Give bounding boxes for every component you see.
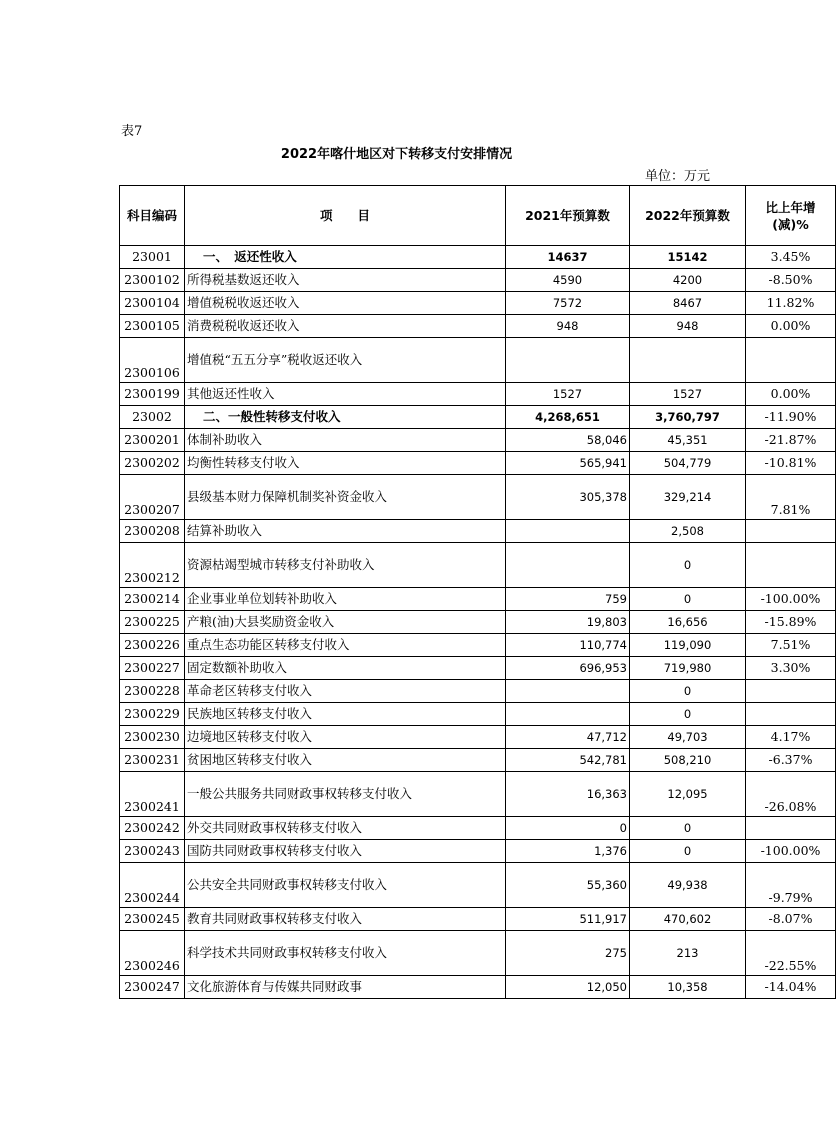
cell-2021 [506,680,630,703]
cell-change [746,338,836,383]
table-row [120,406,836,429]
cell-change: -14.04% [746,976,836,999]
table-row [120,863,836,908]
header-change: 比上年增(减)% [746,186,836,246]
cell-item: 增值税“五五分享”税收返还收入 [185,338,506,383]
cell-item: 民族地区转移支付收入 [185,703,506,726]
cell-item: 贫困地区转移支付收入 [185,749,506,772]
cell-2022: 508,210 [630,749,746,772]
cell-code: 2300106 [120,338,185,383]
table-row [120,292,836,315]
cell-code: 2300231 [120,749,185,772]
table-row [120,726,836,749]
cell-2022: 4200 [630,269,746,292]
cell-2022: 16,656 [630,611,746,634]
table-body [120,246,836,999]
budget-table [119,185,836,999]
cell-change: 4.17% [746,726,836,749]
cell-2022: 49,938 [630,863,746,908]
cell-change: -8.50% [746,269,836,292]
cell-2021: 305,378 [506,475,630,520]
cell-2022: 3,760,797 [630,406,746,429]
cell-item: 国防共同财政事权转移支付收入 [185,840,506,863]
cell-code: 2300199 [120,383,185,406]
cell-change [746,703,836,726]
cell-2021: 14637 [506,246,630,269]
table-row [120,383,836,406]
table-row [120,657,836,680]
cell-code: 2300227 [120,657,185,680]
cell-change [746,817,836,840]
cell-item: 资源枯竭型城市转移支付补助收入 [185,543,506,588]
table-header-row [120,186,836,246]
cell-code: 2300207 [120,475,185,520]
cell-item: 县级基本财力保障机制奖补资金收入 [185,475,506,520]
header-item: 项 目 [185,186,506,246]
cell-change: -6.37% [746,749,836,772]
cell-2021: 110,774 [506,634,630,657]
cell-2022: 45,351 [630,429,746,452]
cell-2021: 275 [506,931,630,976]
cell-item: 增值税税收返还收入 [185,292,506,315]
cell-2021: 58,046 [506,429,630,452]
cell-change [746,520,836,543]
cell-change: 3.30% [746,657,836,680]
cell-2021: 511,917 [506,908,630,931]
cell-code: 2300230 [120,726,185,749]
cell-2022: 0 [630,588,746,611]
cell-code: 2300225 [120,611,185,634]
cell-change: -10.81% [746,452,836,475]
header-2021: 2021年预算数 [506,186,630,246]
cell-code: 2300241 [120,772,185,817]
cell-2022: 49,703 [630,726,746,749]
cell-2021: 55,360 [506,863,630,908]
cell-code: 2300243 [120,840,185,863]
cell-2021: 542,781 [506,749,630,772]
table-row [120,931,836,976]
cell-item: 二、一般性转移支付收入 [185,406,506,429]
cell-change: -8.07% [746,908,836,931]
cell-2022: 470,602 [630,908,746,931]
cell-2022: 8467 [630,292,746,315]
table-row [120,908,836,931]
cell-change: 7.81% [746,475,836,520]
cell-2022: 948 [630,315,746,338]
cell-change: 11.82% [746,292,836,315]
cell-item: 革命老区转移支付收入 [185,680,506,703]
cell-2021 [506,543,630,588]
cell-change: 3.45% [746,246,836,269]
cell-2021: 1527 [506,383,630,406]
cell-item: 一、 返还性收入 [185,246,506,269]
table-row [120,520,836,543]
table-row [120,840,836,863]
cell-change: -100.00% [746,840,836,863]
cell-2021: 16,363 [506,772,630,817]
cell-change [746,543,836,588]
cell-code: 2300245 [120,908,185,931]
cell-2022: 0 [630,817,746,840]
table-row [120,315,836,338]
cell-2022: 12,095 [630,772,746,817]
cell-2022: 0 [630,680,746,703]
cell-2022: 0 [630,840,746,863]
table-row [120,772,836,817]
cell-code: 2300228 [120,680,185,703]
unit-label: 单位：万元 [644,169,710,184]
cell-code: 2300226 [120,634,185,657]
cell-change: -9.79% [746,863,836,908]
cell-code: 2300247 [120,976,185,999]
cell-code: 23002 [120,406,185,429]
cell-item: 产粮(油)大县奖励资金收入 [185,611,506,634]
table-label: 表7 [121,124,143,139]
cell-item: 科学技术共同财政事权转移支付收入 [185,931,506,976]
table-row [120,338,836,383]
cell-item: 所得税基数返还收入 [185,269,506,292]
cell-item: 消费税税收返还收入 [185,315,506,338]
table-row [120,452,836,475]
cell-2022 [630,338,746,383]
cell-2021: 696,953 [506,657,630,680]
cell-change: -22.55% [746,931,836,976]
cell-2022: 10,358 [630,976,746,999]
cell-item: 均衡性转移支付收入 [185,452,506,475]
cell-2021: 4,268,651 [506,406,630,429]
header-code: 科目编码 [120,186,185,246]
cell-2022: 0 [630,703,746,726]
cell-change: -11.90% [746,406,836,429]
table-row [120,588,836,611]
page-title: 2022年喀什地区对下转移支付安排情况 [280,147,513,162]
table-row [120,680,836,703]
cell-code: 23001 [120,246,185,269]
cell-change: -15.89% [746,611,836,634]
cell-code: 2300229 [120,703,185,726]
cell-item: 教育共同财政事权转移支付收入 [185,908,506,931]
cell-code: 2300104 [120,292,185,315]
cell-code: 2300202 [120,452,185,475]
cell-2022: 0 [630,543,746,588]
cell-2021: 565,941 [506,452,630,475]
table-row [120,543,836,588]
cell-2021 [506,338,630,383]
cell-code: 2300242 [120,817,185,840]
table-row [120,976,836,999]
cell-code: 2300246 [120,931,185,976]
cell-item: 体制补助收入 [185,429,506,452]
table-row [120,475,836,520]
cell-2021: 7572 [506,292,630,315]
cell-item: 外交共同财政事权转移支付收入 [185,817,506,840]
cell-code: 2300102 [120,269,185,292]
cell-code: 2300208 [120,520,185,543]
cell-change: -26.08% [746,772,836,817]
header-2022: 2022年预算数 [630,186,746,246]
cell-2021: 19,803 [506,611,630,634]
table-row [120,246,836,269]
cell-2021: 12,050 [506,976,630,999]
cell-2022: 119,090 [630,634,746,657]
cell-2021: 4590 [506,269,630,292]
cell-2022: 213 [630,931,746,976]
table-row [120,429,836,452]
cell-change [746,680,836,703]
cell-2021: 948 [506,315,630,338]
cell-code: 2300214 [120,588,185,611]
cell-change: -21.87% [746,429,836,452]
cell-2021: 47,712 [506,726,630,749]
table-row [120,611,836,634]
cell-2022: 329,214 [630,475,746,520]
cell-item: 企业事业单位划转补助收入 [185,588,506,611]
table-row [120,634,836,657]
cell-code: 2300212 [120,543,185,588]
cell-code: 2300244 [120,863,185,908]
cell-item: 文化旅游体育与传媒共同财政事 [185,976,506,999]
cell-code: 2300201 [120,429,185,452]
cell-code: 2300105 [120,315,185,338]
cell-change: 0.00% [746,383,836,406]
cell-item: 边境地区转移支付收入 [185,726,506,749]
cell-change: 7.51% [746,634,836,657]
cell-2022: 1527 [630,383,746,406]
cell-item: 结算补助收入 [185,520,506,543]
cell-item: 其他返还性收入 [185,383,506,406]
cell-2022: 719,980 [630,657,746,680]
cell-change: -100.00% [746,588,836,611]
table-row [120,817,836,840]
cell-item: 固定数额补助收入 [185,657,506,680]
cell-2022: 2,508 [630,520,746,543]
table-row [120,269,836,292]
cell-item: 重点生态功能区转移支付收入 [185,634,506,657]
cell-2021: 759 [506,588,630,611]
cell-2021: 0 [506,817,630,840]
table-row [120,703,836,726]
table-row [120,749,836,772]
cell-2022: 504,779 [630,452,746,475]
cell-change: 0.00% [746,315,836,338]
cell-2022: 15142 [630,246,746,269]
cell-2021: 1,376 [506,840,630,863]
cell-item: 公共安全共同财政事权转移支付收入 [185,863,506,908]
cell-item: 一般公共服务共同财政事权转移支付收入 [185,772,506,817]
cell-2021 [506,520,630,543]
cell-2021 [506,703,630,726]
